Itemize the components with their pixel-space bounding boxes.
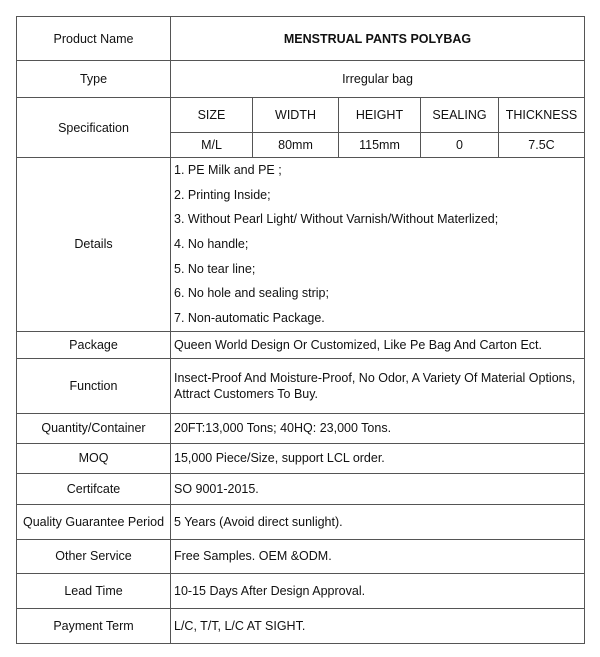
product-name-value: MENSTRUAL PANTS POLYBAG [171,17,585,61]
package-label: Package [17,331,171,358]
row-type [17,61,585,98]
details-item: 6. No hole and sealing strip; [174,286,329,301]
details-item: 1. PE Milk and PE ; [174,163,282,177]
spec-header-thickness: THICKNESS [499,98,585,133]
row-function [17,358,585,413]
row-lead-time [17,573,585,608]
moq-value: 15,000 Piece/Size, support LCL order. [171,443,585,473]
spec-header-sealing: SEALING [421,98,499,133]
type-label: Type [17,61,171,98]
quantity-label: Quantity/Container [17,413,171,443]
spec-value-height: 115mm [339,133,421,158]
row-quantity-container [17,413,585,443]
package-value: Queen World Design Or Customized, Like Pe Bag And Carton Ect. [171,331,585,358]
row-other-service [17,539,585,573]
certificate-label: Certifcate [17,473,171,504]
spec-value-width: 80mm [253,133,339,158]
type-value: Irregular bag [171,61,585,98]
function-label: Function [17,358,171,413]
spec-value-sealing: 0 [421,133,499,158]
row-product-name [17,17,585,61]
row-package [17,331,585,358]
function-value: Insect-Proof And Moisture-Proof, No Odor, A Variety Of Material Options, Attract Customers To Buy. [171,358,585,413]
details-item: 3. Without Pearl Light/ Without Varnish/Without Materlized; [174,212,499,227]
guarantee-value: 5 Years (Avoid direct sunlight). [171,504,585,539]
guarantee-label: Quality Guarantee Period [17,504,171,539]
spec-header-height: HEIGHT [339,98,421,133]
lead-time-value: 10-15 Days After Design Approval. [171,573,585,608]
row-moq [17,443,585,473]
moq-label: MOQ [17,443,171,473]
spec-value-thickness: 7.5C [499,133,585,158]
spec-header-width: WIDTH [253,98,339,133]
certificate-value: SO 9001-2015. [171,473,585,504]
details-label: Details [17,158,171,332]
lead-time-label: Lead Time [17,573,171,608]
spec-value-size: M/L [171,133,253,158]
row-payment-term [17,608,585,643]
payment-term-label: Payment Term [17,608,171,643]
details-list [171,158,585,332]
row-details [17,158,585,332]
quantity-value: 20FT:13,000 Tons; 40HQ: 23,000 Tons. [171,413,585,443]
details-item: 2. Printing Inside; [174,187,271,202]
payment-term-value: L/C, T/T, L/C AT SIGHT. [171,608,585,643]
product-spec-table [16,16,585,644]
spec-header-size: SIZE [171,98,253,133]
details-item: 4. No handle; [174,237,249,252]
product-name-label: Product Name [17,17,171,61]
row-specification-headers [17,98,585,133]
other-service-label: Other Service [17,539,171,573]
details-item: 7. Non-automatic Package. [174,311,325,326]
other-service-value: Free Samples. OEM &ODM. [171,539,585,573]
specification-label: Specification [17,98,171,158]
row-guarantee-period [17,504,585,539]
row-certificate [17,473,585,504]
details-item: 5. No tear line; [174,261,256,276]
